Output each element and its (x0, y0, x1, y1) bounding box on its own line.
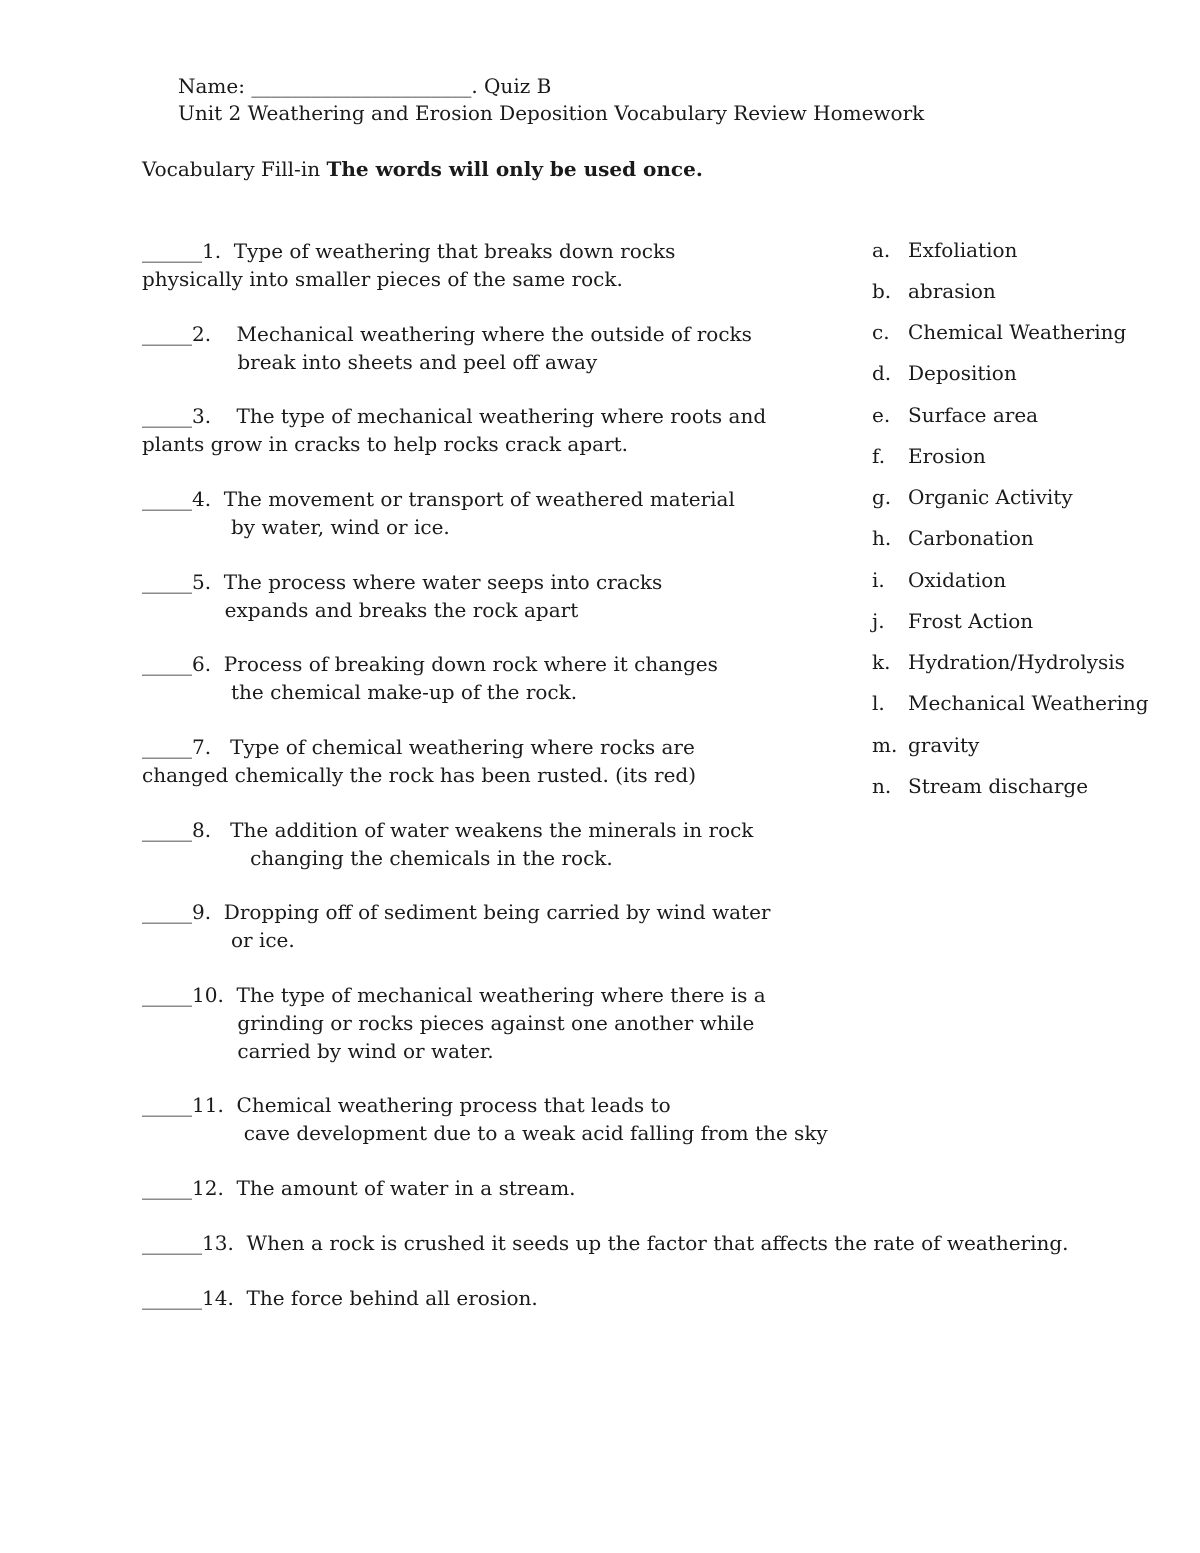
question-1 (142, 237, 675, 293)
question-line: ______14. The force behind all erosion. (142, 1286, 538, 1310)
question-14 (142, 1284, 538, 1312)
word-bank-word: Erosion (908, 444, 986, 468)
question-line: _____10. The type of mechanical weathering where there is a (142, 983, 766, 1007)
word-bank-item (872, 648, 1125, 676)
word-bank-item (872, 359, 1017, 387)
word-bank-letter: l. (872, 691, 885, 715)
question-8 (142, 816, 753, 872)
question-line: _____12. The amount of water in a stream. (142, 1176, 576, 1200)
word-bank-word: Deposition (908, 361, 1017, 385)
question-7 (142, 733, 696, 789)
question-line: _____11. Chemical weathering process that leads to (142, 1093, 671, 1117)
question-3 (142, 402, 766, 458)
word-bank-item (872, 689, 1149, 717)
question-line: _____5. The process where water seeps into cracks (142, 570, 663, 594)
word-bank-word: Frost Action (908, 609, 1034, 633)
question-line: _____3. The type of mechanical weathering where roots and (142, 404, 767, 428)
word-bank-item (872, 401, 1038, 429)
word-bank-item (872, 607, 1033, 635)
name-quiz-line: Name: ______________________. Quiz B (178, 74, 552, 98)
question-line: break into sheets and peel off away (142, 350, 598, 374)
word-bank-letter: m. (872, 733, 898, 757)
question-6 (142, 650, 718, 706)
question-line: the chemical make-up of the rock. (142, 680, 578, 704)
question-line: plants grow in cracks to help rocks crack apart. (142, 432, 629, 456)
question-5 (142, 568, 662, 624)
word-bank-item (872, 236, 1017, 264)
word-bank-letter: d. (872, 361, 892, 385)
word-bank-item (872, 731, 979, 759)
word-bank-letter: j. (872, 609, 885, 633)
word-bank-item (872, 442, 986, 470)
word-bank-letter: i. (872, 568, 885, 592)
question-line: carried by wind or water. (142, 1039, 494, 1063)
word-bank-letter: e. (872, 403, 891, 427)
question-10 (142, 981, 766, 1065)
question-line: changing the chemicals in the rock. (142, 846, 613, 870)
instructions-prefix: Vocabulary Fill-in (142, 157, 327, 181)
question-line: physically into smaller pieces of the same rock. (142, 267, 623, 291)
word-bank-word: Surface area (908, 403, 1039, 427)
word-bank-letter: g. (872, 485, 892, 509)
question-line: _____6. Process of breaking down rock where it changes (142, 652, 718, 676)
question-line: grinding or rocks pieces against one another while (142, 1011, 755, 1035)
word-bank-item (872, 772, 1088, 800)
unit-title: Unit 2 Weathering and Erosion Deposition Vocabulary Review Homework (178, 101, 925, 125)
word-bank-word: Stream discharge (908, 774, 1089, 798)
question-line: _____9. Dropping off of sediment being carried by wind water (142, 900, 771, 924)
instructions-bold: The words will only be used once. (326, 157, 703, 181)
word-bank-word: abrasion (908, 279, 996, 303)
word-bank-item (872, 277, 996, 305)
question-line: _____2. Mechanical weathering where the outside of rocks (142, 322, 752, 346)
question-9 (142, 898, 770, 954)
question-line: or ice. (142, 928, 295, 952)
word-bank-word: Chemical Weathering (908, 320, 1127, 344)
word-bank-word: Mechanical Weathering (908, 691, 1149, 715)
question-line: _____4. The movement or transport of weathered material (142, 487, 735, 511)
word-bank-word: gravity (908, 733, 980, 757)
question-line: ______1. Type of weathering that breaks down rocks (142, 239, 676, 263)
question-line: _____8. The addition of water weakens the minerals in rock (142, 818, 754, 842)
word-bank-word: Oxidation (908, 568, 1007, 592)
word-bank-letter: k. (872, 650, 891, 674)
word-bank-word: Hydration/Hydrolysis (908, 650, 1125, 674)
word-bank-word: Exfoliation (908, 238, 1018, 262)
word-bank-item (872, 566, 1006, 594)
question-line: cave development due to a weak acid falling from the sky (142, 1121, 828, 1145)
instructions (142, 157, 703, 181)
question-13 (142, 1229, 1069, 1257)
word-bank-item (872, 483, 1073, 511)
word-bank-letter: h. (872, 526, 892, 550)
question-line: expands and breaks the rock apart (142, 598, 579, 622)
question-2 (142, 320, 752, 376)
word-bank-letter: n. (872, 774, 892, 798)
question-line: _____7. Type of chemical weathering where rocks are (142, 735, 695, 759)
word-bank-letter: f. (872, 444, 886, 468)
word-bank-word: Carbonation (908, 526, 1034, 550)
question-line: by water, wind or ice. (142, 515, 450, 539)
word-bank-letter: a. (872, 238, 891, 262)
word-bank-letter: c. (872, 320, 890, 344)
word-bank-word: Organic Activity (908, 485, 1073, 509)
word-bank-letter: b. (872, 279, 892, 303)
question-4 (142, 485, 735, 541)
word-bank-item (872, 524, 1034, 552)
question-line: ______13. When a rock is crushed it seeds up the factor that affects the rate of weathering. (142, 1231, 1069, 1255)
question-11 (142, 1091, 828, 1147)
question-line: changed chemically the rock has been rusted. (its red) (142, 763, 697, 787)
question-12 (142, 1174, 576, 1202)
word-bank-item (872, 318, 1126, 346)
